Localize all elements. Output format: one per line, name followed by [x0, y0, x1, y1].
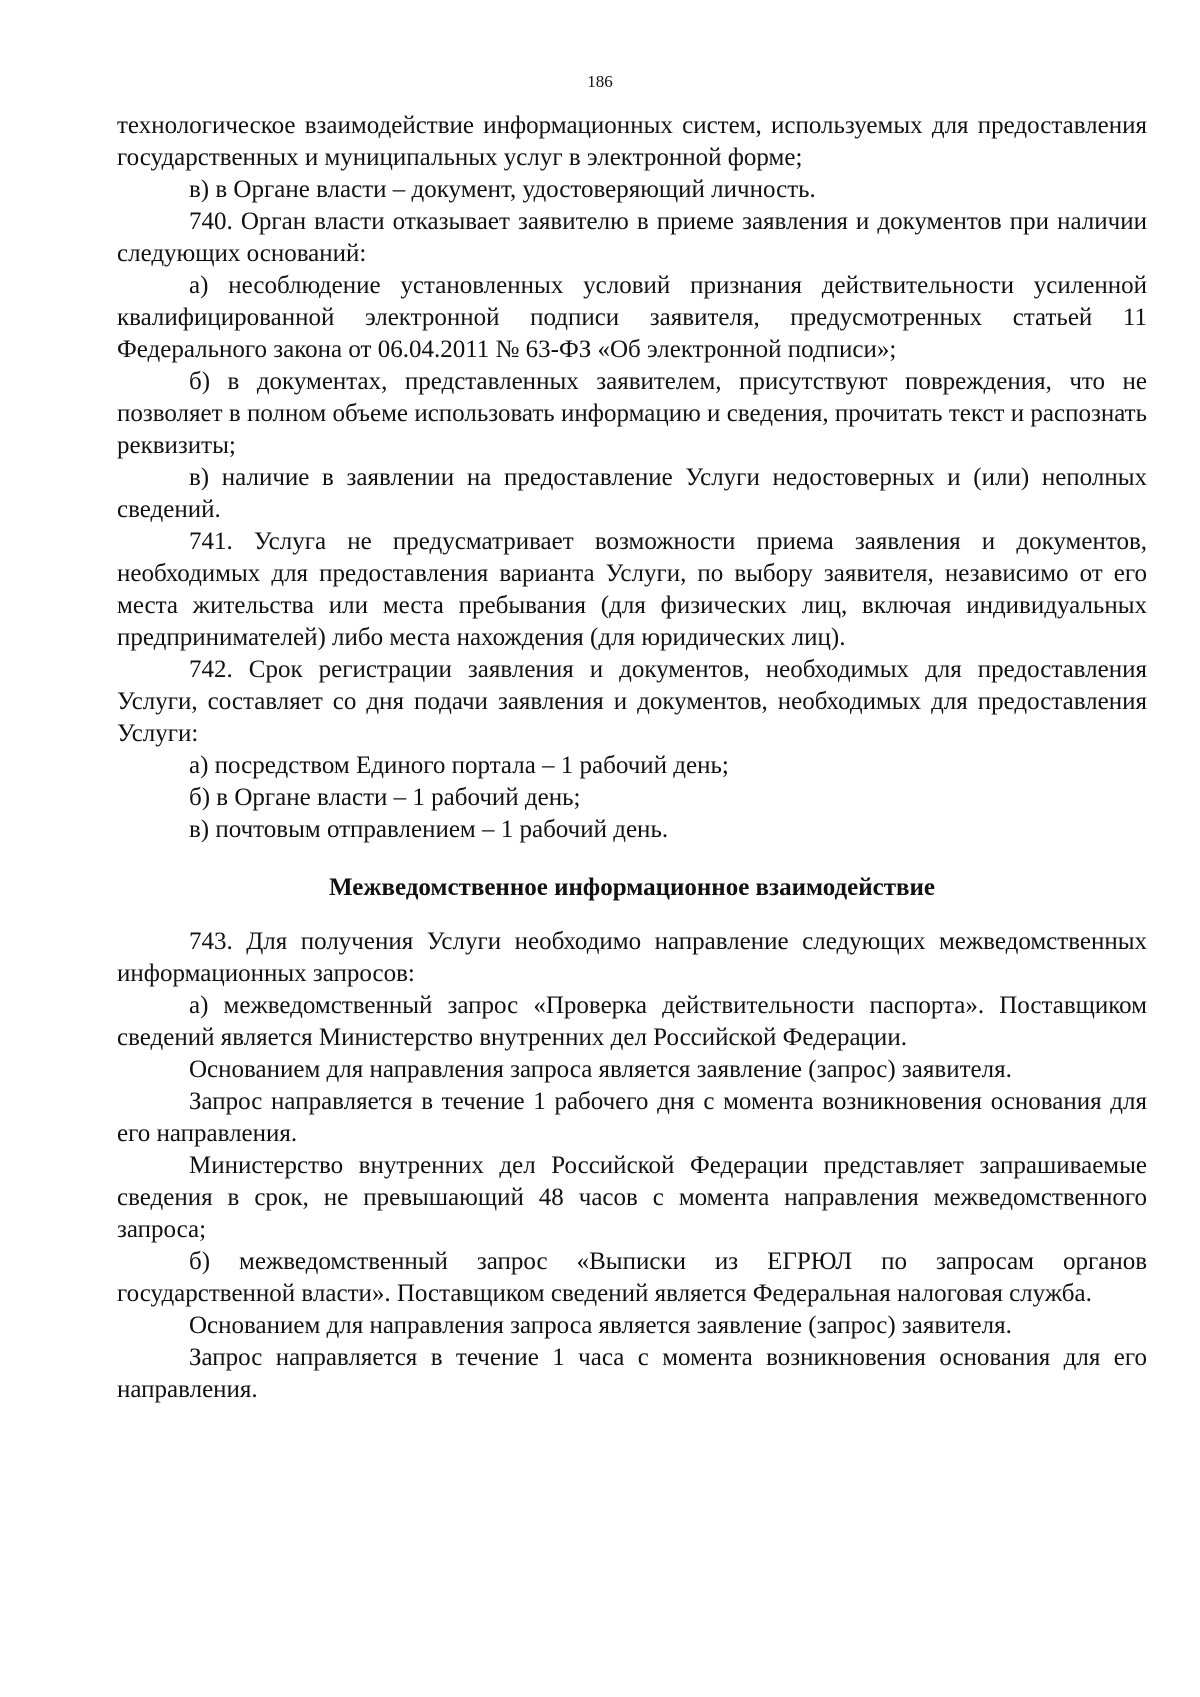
paragraph: Основанием для направления запроса является заявление (запрос) заявителя.	[189, 1312, 1012, 1339]
paragraph: а) посредством Единого портала – 1 рабочий день;	[189, 752, 729, 779]
paragraph: в) в Органе власти – документ, удостоверяющий личность.	[189, 176, 816, 203]
paragraph: а) межведомственный запрос «Проверка действительности паспорта». Поставщиком сведений является Министерство внутренних дел Российской Федерации.	[117, 992, 1147, 1051]
paragraph: б) в документах, представленных заявителем, присутствуют повреждения, что не позволяет в полном объеме использовать информацию и сведения, прочитать текст и распознать реквизиты;	[117, 368, 1147, 459]
paragraph: Запрос направляется в течение 1 рабочего дня с момента возникновения основания для его направления.	[117, 1088, 1147, 1147]
page-number: 186	[587, 72, 613, 91]
paragraph: Запрос направляется в течение 1 часа с момента возникновения основания для его направления.	[117, 1344, 1147, 1403]
paragraph: 742. Срок регистрации заявления и документов, необходимых для предоставления Услуги, составляет со дня подачи заявления и документов, необходимых для предоставления Услуги:	[117, 656, 1147, 747]
paragraph: технологическое взаимодействие информационных систем, используемых для предоставления государственных и муниципальных услуг в электронной форме;	[117, 112, 1147, 171]
paragraph: б) межведомственный запрос «Выписки из ЕГРЮЛ по запросам органов государственной власти». Поставщиком сведений является Федеральная налоговая служба.	[117, 1248, 1147, 1307]
section-heading: Межведомственное информационное взаимодействие	[329, 874, 935, 901]
paragraph: б) в Органе власти – 1 рабочий день;	[189, 784, 581, 811]
document-body	[117, 110, 1147, 1406]
paragraph: в) почтовым отправлением – 1 рабочий день.	[189, 816, 669, 843]
paragraph: в) наличие в заявлении на предоставление Услуги недостоверных и (или) неполных сведений.	[117, 464, 1147, 523]
paragraph: 740. Орган власти отказывает заявителю в приеме заявления и документов при наличии следующих оснований:	[117, 208, 1147, 267]
paragraph: 743. Для получения Услуги необходимо направление следующих межведомственных информационных запросов:	[117, 928, 1147, 987]
paragraph: Основанием для направления запроса является заявление (запрос) заявителя.	[189, 1056, 1012, 1083]
paragraph: Министерство внутренних дел Российской Федерации представляет запрашиваемые сведения в срок, не превышающий 48 часов с момента направления межведомственного запроса;	[117, 1152, 1147, 1243]
paragraph: 741. Услуга не предусматривает возможности приема заявления и документов, необходимых для предоставления варианта Услуги, по выбору заявителя, независимо от его места жительства или места пребывания (для физических лиц, включая индивидуальных предпринимателей) либо места нахождения (для юридических лиц).	[117, 528, 1147, 651]
paragraph: а) несоблюдение установленных условий признания действительности усиленной квалифицированной электронной подписи заявителя, предусмотренных статьей 11 Федерального закона от 06.04.2011 № 63-ФЗ «Об электронной подписи»;	[117, 272, 1147, 363]
